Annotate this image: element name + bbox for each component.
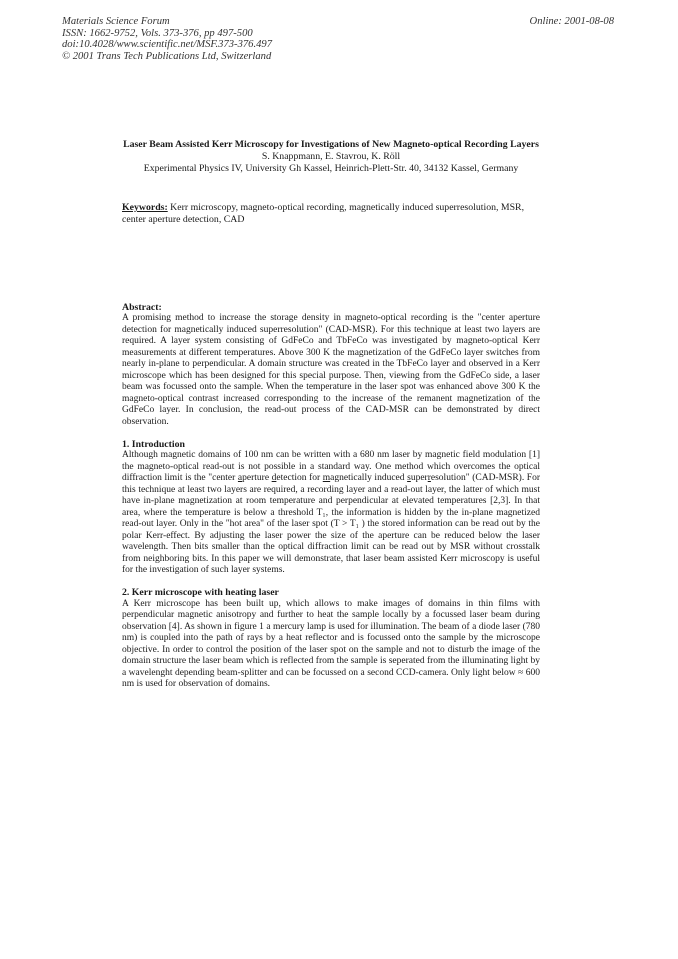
journal-header [62,16,272,62]
section-heading-introduction: 1. Introduction [122,438,185,450]
intro-underlined-letter: s [407,473,411,484]
intro-text-part: etection for [276,473,323,484]
journal-name: Materials Science Forum [62,16,170,27]
paper-body [122,302,540,691]
kerr-microscope-text: A Kerr microscope has been built up, which allows to make images of domains in thin films with perpendicular magnetic anisotropy and further to heat the sample locally by a focussed laser beam during observation [4]. As shown in figure 1 a mercury lamp is used for illumination. The beam of a diode laser (780 nm) is coupled into the path of rays by a heat reflector and is focussed onto the sample by the microscope objective. In order to control the position of the laser spot on the sample and not to disturb the image of the domain structure the laser beam which is reflected from the sample is seperated from the illuminating light by a wavelenght depending beam-splitter and can be focussed on a second CCD-camera. Only light below ≈ 600 nm is used for observation of domains. [122,598,540,690]
intro-underlined-letter: d [271,473,277,484]
doi-line[interactable]: doi:10.4028/www.scientific.net/MSF.373-376.497 [62,39,272,51]
online-date [530,16,614,28]
intro-text-part: agnetically induced [330,473,408,484]
intro-text-part: esolution" (CAD-MSR). For this technique at least two layers are required, a recording layer and a read-out layer, the latter of which must have in-plane magnetization at room temperature and perpendicular at elevated temperatures [2,3]. In that area, where the temperature is below a threshold T₁, the information is hidden by the in-plane magnetized read-out layer. Only in the "hot area" of the laser spot (T > T₁ ) the stored information can be read out by the polar Kerr-effect. By adjusting the laser power the size of the aperture can be reduced below the laser wavelength. Then bits smaller than the optical diffraction limit can be read out by MSR without crosstalk from neighboring bits. In this paper we will demonstrate, that laser beam assisted Kerr microscopy is useful for the investigation of such layer systems. [122,473,540,575]
introduction-text [122,450,540,576]
intro-text-part: uper [410,473,428,484]
intro-underlined-letter: r [427,473,431,484]
paper-title: Laser Beam Assisted Kerr Microscopy for Investigations of New Magneto-optical Recording Layers [123,139,539,150]
title-block [122,139,540,176]
keywords-label: Keywords: [122,202,168,213]
abstract-heading: Abstract: [122,302,162,313]
keywords [122,202,540,225]
affiliation: Experimental Physics IV, University Gh Kassel, Heinrich-Plett-Str. 40, 34132 Kassel, Germany [143,163,519,175]
copyright-line: © 2001 Trans Tech Publications Ltd, Switzerland [62,50,272,62]
abstract-text: A promising method to increase the storage density in magneto-optical recording is the "center aperture detection for magnetically induced superresolution" (CAD-MSR). For this technique at least two layers are required. A layer system consisting of GdFeCo and TbFeCo was investigated by magneto-optical Kerr measurements at different temperatures. Above 300 K the magnetization of the GdFeCo layer switches from nearly in-plane to perpendicular. A domain structure was created in the TbFeCo layer and observed in a Kerr microscope which has been designed for this special purpose. Then, viewing from the GdFeCo side, a laser beam was focussed onto the sample. When the temperature in the laser spot was enhanced above 300 K the magneto-optical contrast increased corresponding to the increase of the remanent magnetization of the GdFeCo layer. In conclusion, the read-out process of the CAD-MSR can be demonstrated by direct observation. [122,313,540,427]
intro-text-part: Although magnetic domains of 100 nm can be written with a 680 nm laser by magnetic field modulation [1] the magneto-optical read-out is not possible in a standard way. One method which overcomes the optical diffraction limit is the "center [122,450,540,484]
intro-underlined-letter: a [237,473,243,484]
keywords-text: Kerr microscopy, magneto-optical recording, magnetically induced superresolution, MSR, center aperture detection, CAD [122,202,525,225]
section-heading-kerr-microscope: 2. Kerr microscope with heating laser [122,587,279,599]
authors: S. Knappmann, E. Stavrou, K. Röll [261,151,401,163]
intro-underlined-letter: m [322,473,331,484]
online-date-text: Online: 2001-08-08 [529,16,614,27]
intro-text-part: perture [242,473,272,484]
issn-line: ISSN: 1662-9752, Vols. 373-376, pp 497-500 [62,27,253,39]
